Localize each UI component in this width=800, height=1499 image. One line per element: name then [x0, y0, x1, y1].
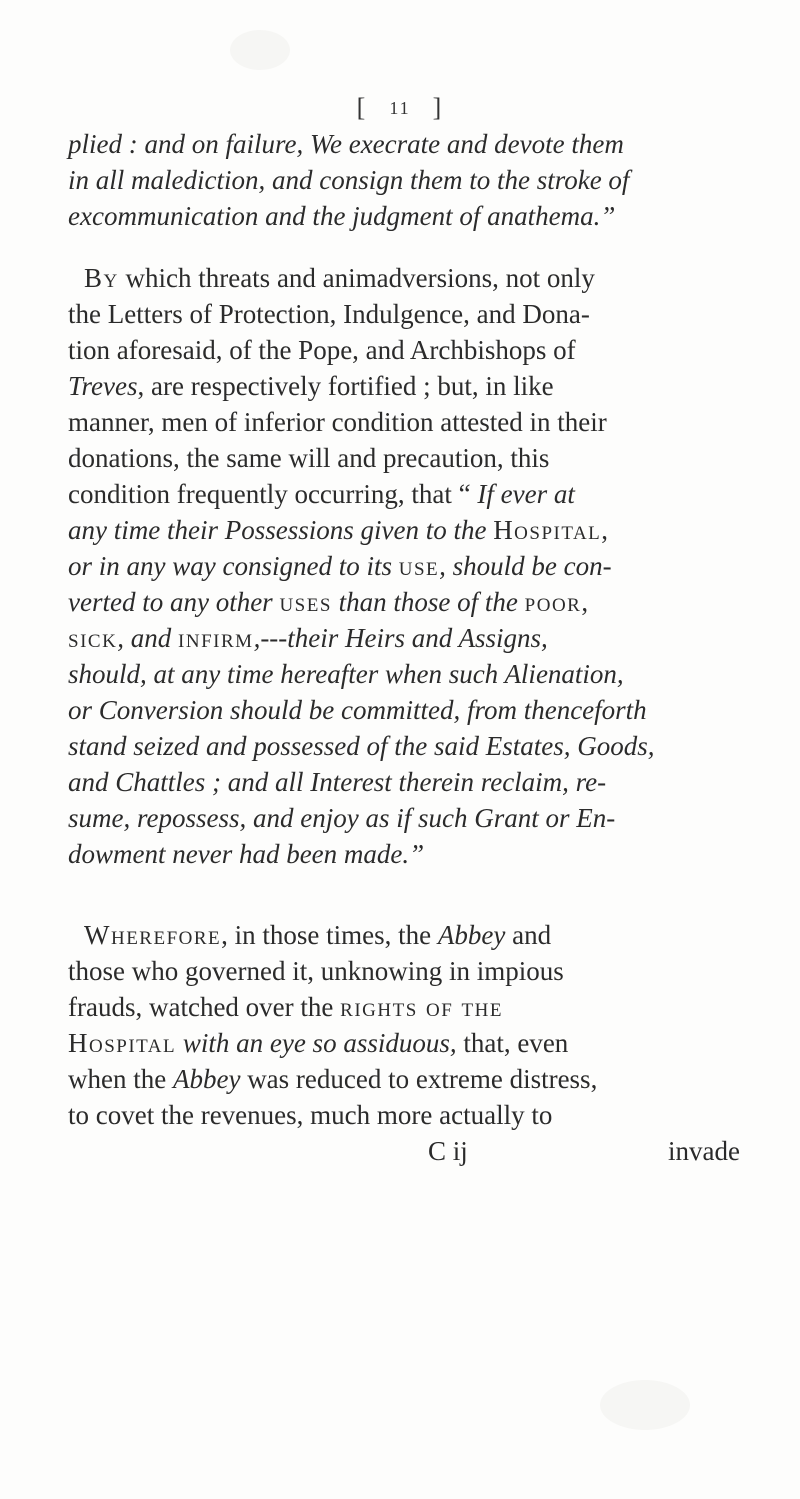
italic-span: , should be con-	[439, 551, 612, 581]
text-line: to covet the revenues, much more actually to	[68, 1100, 553, 1130]
left-bracket: [	[356, 93, 368, 122]
text-line	[68, 584, 740, 620]
italic-span: Abbey	[172, 1064, 241, 1094]
text-line	[68, 989, 740, 1025]
text-line: in all malediction, and consign them to the stroke of	[68, 165, 630, 195]
paragraph-quote-end	[68, 126, 740, 234]
text-span: which threats and animadversions, not only	[118, 263, 595, 293]
italic-span: If ever at	[477, 479, 575, 509]
right-bracket: ]	[432, 93, 444, 122]
italic-span: than those of the	[331, 587, 525, 617]
smallcaps-span: infirm	[178, 623, 254, 653]
text-line: excommunication and the judgment of anathema.”	[68, 201, 616, 231]
text-line: or Conversion should be committed, from thenceforth	[68, 695, 647, 725]
text-span: ,	[581, 587, 589, 617]
text-line	[68, 620, 740, 656]
paper-stain	[600, 1380, 690, 1430]
text-line	[68, 1061, 740, 1097]
page-header	[0, 93, 800, 123]
smallcaps-span: poor	[524, 587, 582, 617]
text-line: sume, repossess, and enjoy as if such Grant or En-	[68, 803, 616, 833]
smallcaps-span: sick	[68, 623, 118, 653]
drop-word: Wherefore	[84, 920, 222, 950]
paragraph-by-which	[68, 260, 740, 872]
text-span: and	[505, 920, 552, 950]
text-span: condition frequently occurring, that “	[68, 479, 478, 509]
text-span: , are respectively fortified ; but, in like	[137, 371, 554, 401]
text-span: frauds, watched over the	[68, 992, 341, 1022]
italic-span: Abbey	[437, 920, 506, 950]
text-line	[68, 476, 740, 512]
italic-span: or in any way consigned to its	[68, 551, 399, 581]
catchword: invade	[668, 1136, 740, 1166]
text-line	[68, 512, 740, 548]
text-line	[68, 368, 740, 404]
italic-span: any time their Possessions given to the	[68, 515, 494, 545]
text-line: tion aforesaid, of the Pope, and Archbishops of	[68, 335, 576, 365]
text-span: that, even	[456, 1028, 569, 1058]
text-line: donations, the same will and precaution, this	[68, 443, 550, 473]
text-line: dowment never had been made.”	[68, 839, 425, 869]
text-line: and Chattles ; and all Interest therein reclaim, re-	[68, 767, 607, 797]
paper-stain	[230, 30, 290, 70]
signature-mark: C ij	[428, 1136, 468, 1166]
italic-span: with an eye so assiduous,	[176, 1028, 457, 1058]
text-line	[68, 1025, 740, 1061]
italic-span: ,---their Heirs and Assigns,	[253, 623, 548, 653]
text-line	[68, 260, 740, 296]
smallcaps-span: Hospital	[493, 515, 602, 545]
paragraph-wherefore	[68, 917, 740, 1133]
text-span: ,	[601, 515, 609, 545]
text-span: was reduced to extreme distress,	[240, 1064, 598, 1094]
text-line: should, at any time hereafter when such Alienation,	[68, 659, 624, 689]
italic-span: verted to any other	[68, 587, 280, 617]
text-line: those who governed it, unknowing in impious	[68, 956, 564, 986]
text-line: manner, men of inferior condition attested in their	[68, 407, 607, 437]
italic-span: , and	[117, 623, 179, 653]
smallcaps-span: rights of the	[340, 992, 503, 1022]
text-line: plied : and on failure, We execrate and devote them	[68, 129, 624, 159]
text-line	[68, 548, 740, 584]
text-line: the Letters of Protection, Indulgence, and Dona-	[68, 299, 590, 329]
text-line	[68, 917, 740, 953]
drop-word: By	[84, 263, 119, 293]
text-span: , in those times, the	[221, 920, 438, 950]
place-name: Treves	[68, 371, 138, 401]
text-line: stand seized and possessed of the said Estates, Goods,	[68, 731, 655, 761]
smallcaps-span: Hospital	[68, 1028, 177, 1058]
smallcaps-span: use	[398, 551, 440, 581]
smallcaps-span: uses	[279, 587, 332, 617]
text-span: when the	[68, 1064, 173, 1094]
page-number: 11	[389, 98, 411, 118]
